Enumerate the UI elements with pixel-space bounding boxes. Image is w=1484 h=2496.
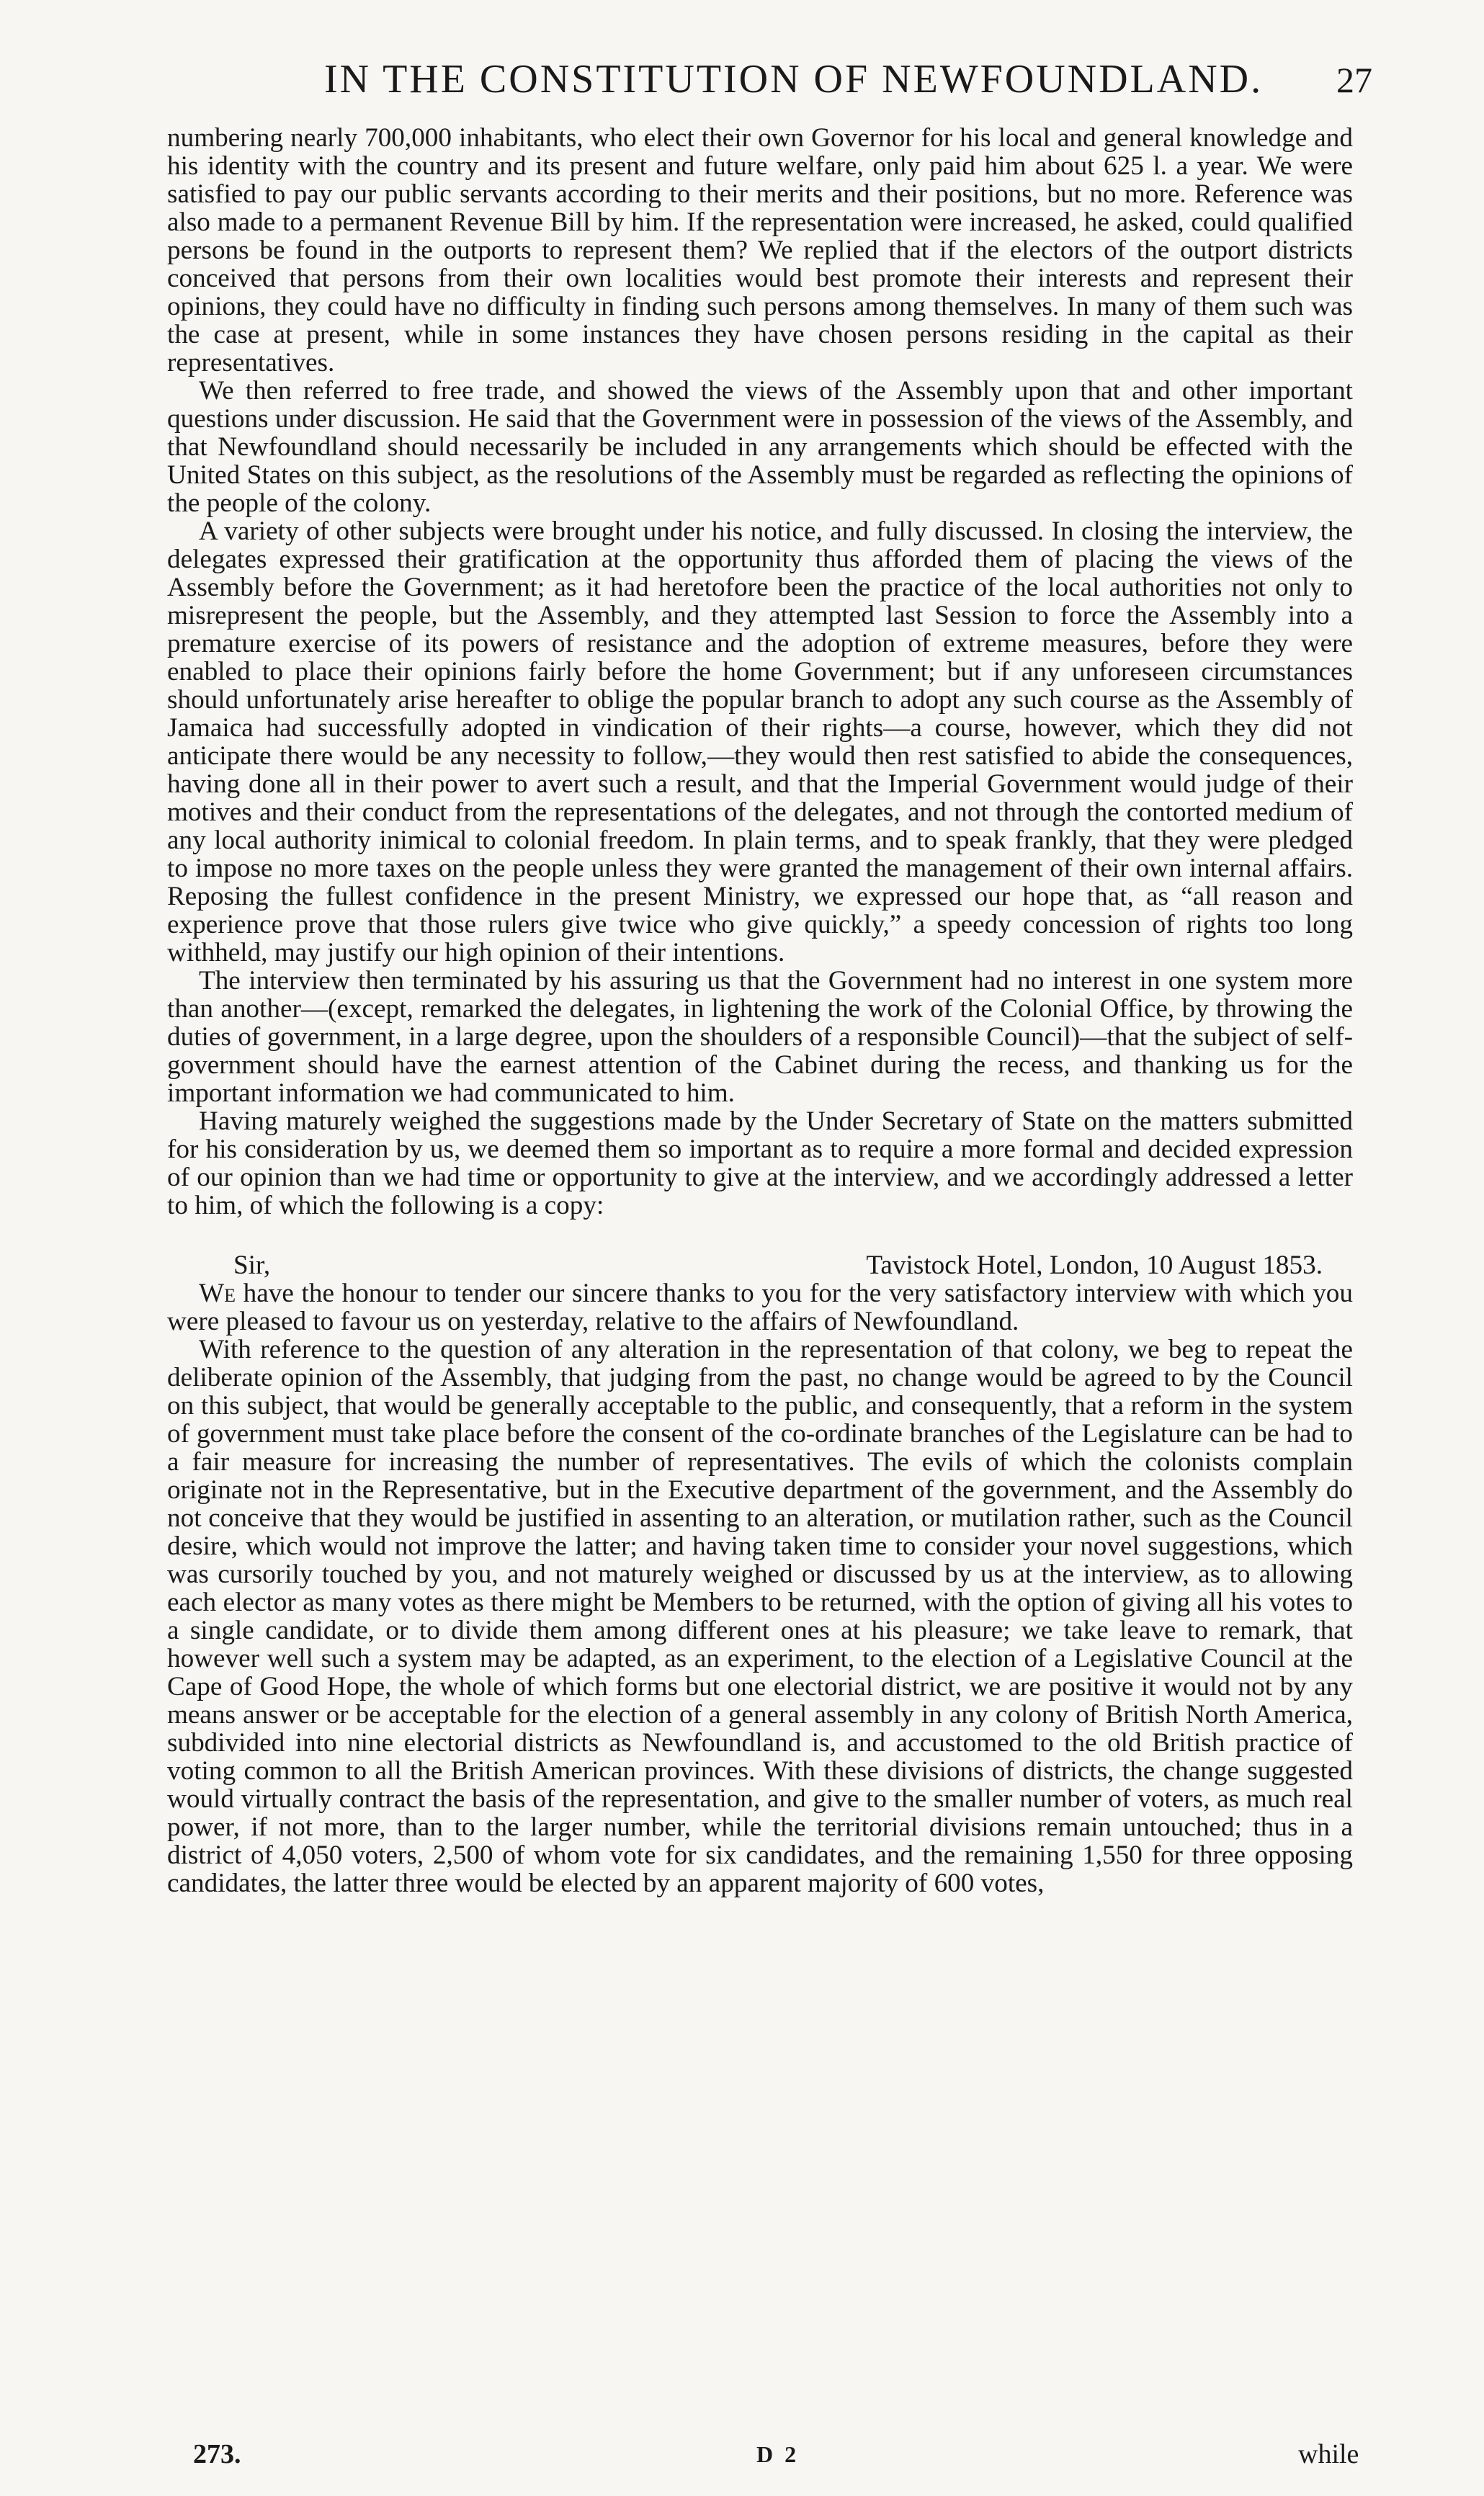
letter-opening-text: have the honour to tender our sincere thanks to you for the very satisfactory interview with which you were pleased to favour us on yesterday, relative to the affairs of Newfoundland. bbox=[167, 1279, 1353, 1336]
document-number: 273. bbox=[193, 2439, 241, 2469]
letter-opening-paragraph bbox=[167, 1279, 1353, 1336]
page-footer bbox=[0, 2438, 1484, 2474]
paragraph-continued: numbering nearly 700,000 inhabitants, who elect their own Governor for his local and general knowledge and his identity with the country and its present and future welfare, only paid him about 625 l. a year. We were satisfied to pay our public servants according to their merits and their positions, but no more. Reference was also made to a permanent Revenue Bill by him. If the representation were increased, he asked, could qualified persons be found in the outports to represent them? We replied that if the electors of the outport districts conceived that persons from their own localities would best promote their interests and represent their opinions, they could have no difficulty in finding such persons among themselves. In many of them such was the case at present, while in some instances they have chosen persons residing in the capital as their representatives. bbox=[167, 123, 1353, 377]
running-head bbox=[0, 56, 1484, 107]
page-number: 27 bbox=[1336, 60, 1372, 100]
letter-salutation: Sir, bbox=[233, 1251, 271, 1280]
paragraph-interview-end: The interview then terminated by his assuring us that the Government had no interest in one system more than another—(except, remarked the delegates, in lightening the work of the Colonial Office, by throwing the duties of government, in a large degree, upon the shoulders of a responsible Council)—that the subject of self-government should have the earnest attention of the Cabinet during the recess, and thanking us for the important information we had communicated to him. bbox=[167, 966, 1353, 1108]
paragraph-other-subjects: A variety of other subjects were brought under his notice, and fully discussed. In closing the interview, the delegates expressed their gratification at the opportunity thus afforded them of placing the views of the Assembly before the Government; as it had heretofore been the practice of the local authorities not only to misrepresent the people, but the Assembly, and they attempted last Session to force the Assembly into a premature exercise of its powers of resistance and the adoption of extreme measures, before they were enabled to place their opinions fairly before the home Government; but if any unforeseen circumstances should unfortunately arise hereafter to oblige the popular branch to adopt any such course as the Assembly of Jamaica had successfully adopted in vindication of their rights—a course, however, which they did not anticipate there would be any necessity to follow,—they would then rest satisfied to abide the consequences, having done all in their power to avert such a result, and that the Imperial Government would judge of their motives and their conduct from the representations of the delegates, and not through the contorted medium of any local authority inimical to colonial freedom. In plain terms, and to speak frankly, that they were pledged to impose no more taxes on the people unless they were granted the management of their own internal affairs. Reposing the fullest confidence in the present Ministry, we expressed our hope that, as “all reason and experience prove that those rulers give twice who give quickly,” a speedy concession of rights too long withheld, may justify our high opinion of their intentions. bbox=[167, 516, 1353, 967]
paragraph-free-trade: We then referred to free trade, and showed the views of the Assembly upon that and other important questions under discussion. He said that the Government were in possession of the views of the Assembly, and that Newfoundland should necessarily be included in any arrangements which should be effected with the United States on this subject, as the resolutions of the Assembly must be regarded as reflecting the opinions of the people of the colony. bbox=[167, 376, 1353, 518]
letter-representation-paragraph: With reference to the question of any alteration in the representation of that colony, we beg to repeat the deliberate opinion of the Assembly, that judging from the past, no change would be agreed to by the Council on this subject, that would be generally acceptable to the public, and consequently, that a reform in the system of government must take place before the consent of the co-ordinate branches of the Legislature can be had to a fair measure for increasing the number of representatives. The evils of which the colonists complain originate not in the Representative, but in the Executive department of the government, and the Assembly do not conceive that they would be justified in assenting to an alteration, or mutilation rather, such as the Council desire, which would not improve the latter; and having taken time to consider your novel suggestions, which was cursorily touched by you, and not maturely weighed or discussed by us at the interview, as to allowing each elector as many votes as there might be Members to be returned, with the option of giving all his votes to a single candidate, or to divide them among different ones at his pleasure; we take leave to remark, that however well such a system may be adapted, as an experiment, to the election of a Legislative Council at the Cape of Good Hope, the whole of which forms but one electorial district, we are positive it would not by any means answer or be acceptable for the election of a general assembly in any colony of British North America, subdivided into nine electorial districts as Newfoundland is, and accustomed to the old British practice of voting common to all the British American provinces. With these divisions of districts, the change suggested would virtually contract the basis of the representation, and give to the smaller number of voters, as much real power, if not more, than to the larger number, while the territorial divisions remain untouched; thus in a district of 4,050 voters, 2,500 of whom vote for six candidates, and the remaining 1,550 for three opposing candidates, the latter three would be elected by an apparent majority of 600 votes, bbox=[167, 1335, 1353, 1898]
letter-opening-word: We bbox=[199, 1279, 236, 1308]
paragraph-letter-intro: Having maturely weighed the suggestions made by the Under Secretary of State on the matters submitted for his consideration by us, we deemed them so important as to require a more formal and decided expression of our opinion than we had time or opportunity to give at the interview, and we accordingly addressed a letter to him, of which the following is a copy: bbox=[167, 1106, 1353, 1220]
catchword: while bbox=[1298, 2439, 1359, 2469]
letter-place-date: Tavistock Hotel, London, 10 August 1853. bbox=[866, 1251, 1323, 1280]
signature-mark: D 2 bbox=[756, 2441, 800, 2467]
page-title: IN THE CONSTITUTION OF NEWFOUNDLAND. bbox=[324, 57, 1264, 102]
body-text bbox=[167, 124, 1353, 1897]
letter-header bbox=[167, 1251, 1353, 1279]
